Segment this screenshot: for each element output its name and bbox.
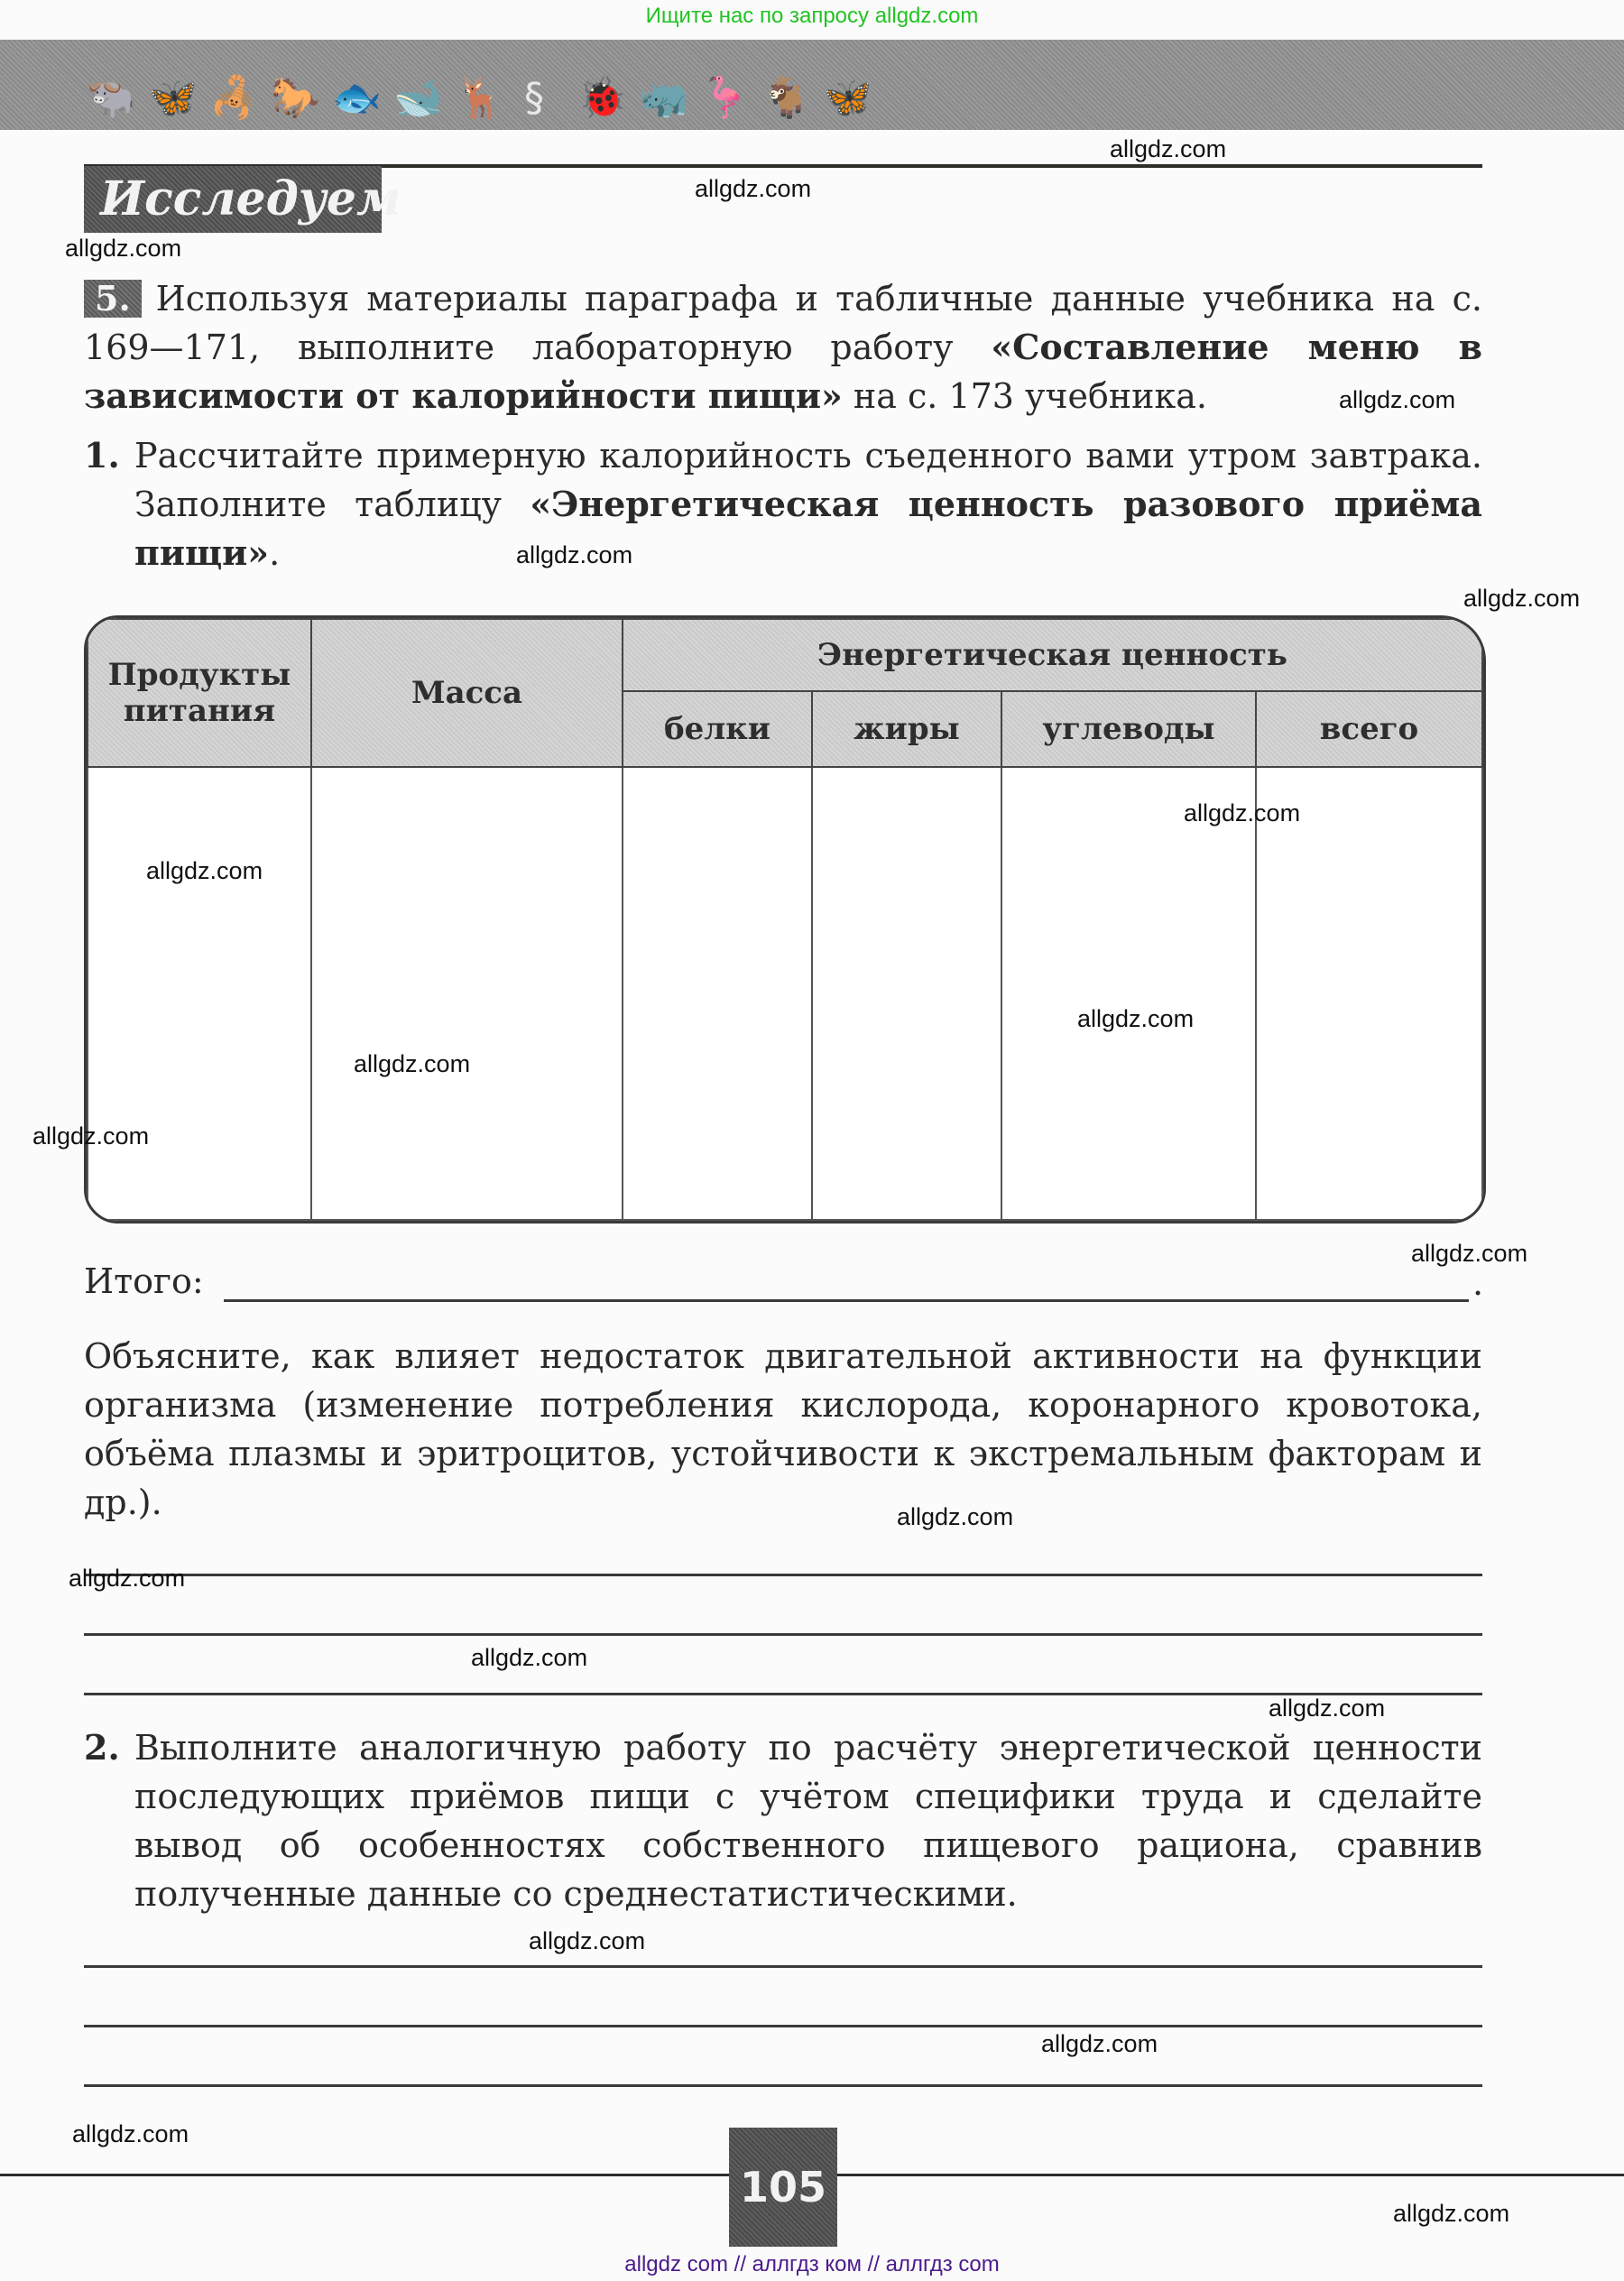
total-period: . [1472,1263,1484,1303]
item-number: 1. [84,435,120,476]
watermark: allgdz.com [72,2120,189,2147]
watermark: allgdz.com [1041,2030,1158,2057]
watermark: allgdz.com [471,1644,588,1671]
section-title: Исследуем [84,166,382,233]
animal-banner [0,40,1624,130]
watermark: allgdz.com [65,235,182,262]
watermark: allgdz.com [1411,1240,1528,1267]
task-number-badge: 5. [84,280,142,318]
butterfly-icon: 🦋 [148,75,198,121]
total-answer-line[interactable] [224,1299,1469,1302]
watermark: allgdz.com [146,857,263,884]
bottom-ad-text[interactable]: allgdz com // аллгдз ком // аллгдз com [624,2252,1000,2276]
butterfly-icon: 🦋 [823,75,872,121]
table-row [88,767,1482,1220]
cell-total[interactable] [1256,767,1482,1220]
page-number: 105 [729,2128,837,2247]
energy-value-table [84,615,1486,1224]
cell-fats[interactable] [812,767,1001,1220]
cell-products[interactable] [88,767,311,1220]
seahorse-icon: § [524,75,544,121]
moose-icon: 🦌 [455,75,504,121]
crane-icon: 🦩 [700,75,750,121]
watermark: allgdz.com [354,1050,471,1077]
fish-icon: 🐟 [332,75,382,121]
antelope-icon: 🐐 [761,75,811,121]
header-fats: жиры [812,691,1001,767]
watermark: allgdz.com [1339,386,1456,413]
watermark: allgdz.com [516,541,633,568]
item-number: 2. [84,1727,120,1768]
answer-line[interactable] [84,1965,1482,1968]
header-energy: Энергетическая ценность [623,619,1482,691]
insect-icon: 🐞 [577,75,627,121]
item-2: 2. Выполните аналогичную работу по расчёту энергетической ценности последующих приёмов пищи с учётом специфики труда и сделайте вывод об особенностях собственного пищевого рациона, сравнив полученные данные со среднестатистическими. [84,1723,1482,1918]
watermark: allgdz.com [1184,799,1301,827]
answer-line[interactable] [84,1574,1482,1576]
watermark: allgdz.com [1077,1005,1195,1032]
watermark: allgdz.com [32,1122,150,1150]
cell-proteins[interactable] [623,767,812,1220]
rhino-icon: 🦏 [639,75,688,121]
header-proteins: белки [623,691,812,767]
watermark: allgdz.com [1393,2200,1510,2227]
watermark: allgdz.com [1463,585,1581,612]
watermark: allgdz.com [897,1503,1014,1530]
header-total: всего [1256,691,1482,767]
watermark: allgdz.com [1110,135,1227,162]
header-products: Продукты питания [88,619,311,767]
answer-line[interactable] [84,2025,1482,2027]
watermark: allgdz.com [69,1565,186,1592]
task-5: 5. Используя материалы параграфа и табличные данные учебника на с. 169—171, выполните лабораторную работу «Составление меню в зависимости от калорийности пищи» на с. 173 учебника. [84,278,1482,416]
header-carbs: углеводы [1001,691,1256,767]
cell-mass[interactable] [311,767,623,1220]
watermark: allgdz.com [695,175,812,202]
item-1: 1. Рассчитайте примерную калорийность съеденного вами утром завтрака. Заполните таблицу «Энергетическая ценность разового приёма пищи». [84,431,1482,577]
answer-line[interactable] [84,1633,1482,1636]
cell-carbs[interactable] [1001,767,1256,1220]
answer-line[interactable] [84,2084,1482,2087]
whale-icon: 🐋 [393,75,443,121]
explain-question: Объясните, как влияет недостаток двигательной активности на функции организма (изменение потребления кислорода, коронарного кровотока, объёма плазмы и эритроцитов, устойчивости к экстремальным факторам и др.). [84,1336,1482,1522]
horse-icon: 🐎 [271,75,320,121]
header-mass: Масса [311,619,623,767]
bison-icon: 🐃 [87,75,136,121]
watermark: allgdz.com [1269,1695,1386,1722]
scorpion-icon: 🦂 [209,75,259,121]
total-label: Итого: [84,1261,204,1301]
watermark: allgdz.com [529,1927,646,1954]
top-ad-text[interactable]: Ищите нас по запросу allgdz.com [645,4,979,28]
